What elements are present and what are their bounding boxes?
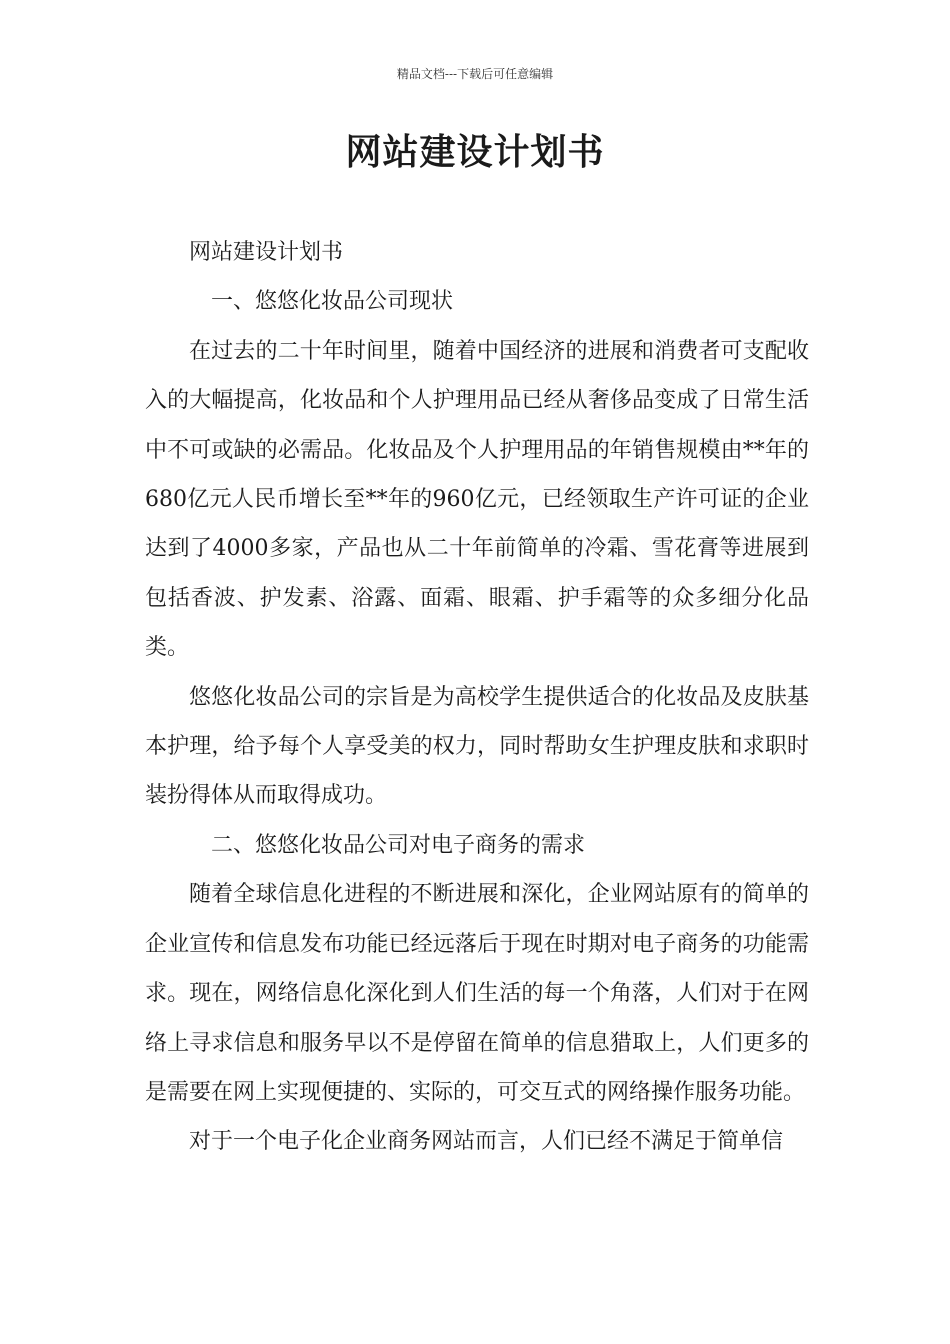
body-paragraph: 随着全球信息化进程的不断进展和深化，企业网站原有的简单的企业宣传和信息发布功能已经远落后于现在时期对电子商务的功能需求。现在，网络信息化深化到人们生活的每一个角落，人们对于在网络上寻求信息和服务早以不是停留在简单的信息猎取上，人们更多的是需要在网上实现便捷的、实际的，可交互式的网络操作服务功能。 <box>145 882 809 1105</box>
section-heading-1: 一、悠悠化妆品公司现状 <box>211 289 454 315</box>
subtitle-paragraph: 网站建设计划书 <box>189 240 344 265</box>
section-heading-2: 二、悠悠化妆品公司对电子商务的需求 <box>211 832 586 858</box>
header-note: 精品文档---下载后可任意编辑 <box>396 67 554 81</box>
document-body <box>145 228 809 1167</box>
body-paragraph: 对于一个电子化企业商务网站而言，人们已经不满足于简单信 <box>189 1129 784 1155</box>
body-paragraph: 在过去的二十年时间里，随着中国经济的进展和消费者可支配收入的大幅提高，化妆品和个人护理用品已经从奢侈品变成了日常生活中不可或缺的必需品。化妆品及个人护理用品的年销售规模由**年的680亿元人民币增长至**年的960亿元，已经领取生产许可证的企业达到了4000多家，产品也从二十年前简单的冷霜、雪花膏等进展到包括香波、护发素、浴露、面霜、眼霜、护手霜等的众多细分化品类。 <box>145 338 809 661</box>
body-paragraph: 悠悠化妆品公司的宗旨是为高校学生提供适合的化妆品及皮肤基本护理，给予每个人享受美的权力，同时帮助女生护理皮肤和求职时装扮得体从而取得成功。 <box>145 684 809 809</box>
page-title: 网站建设计划书 <box>345 131 605 173</box>
